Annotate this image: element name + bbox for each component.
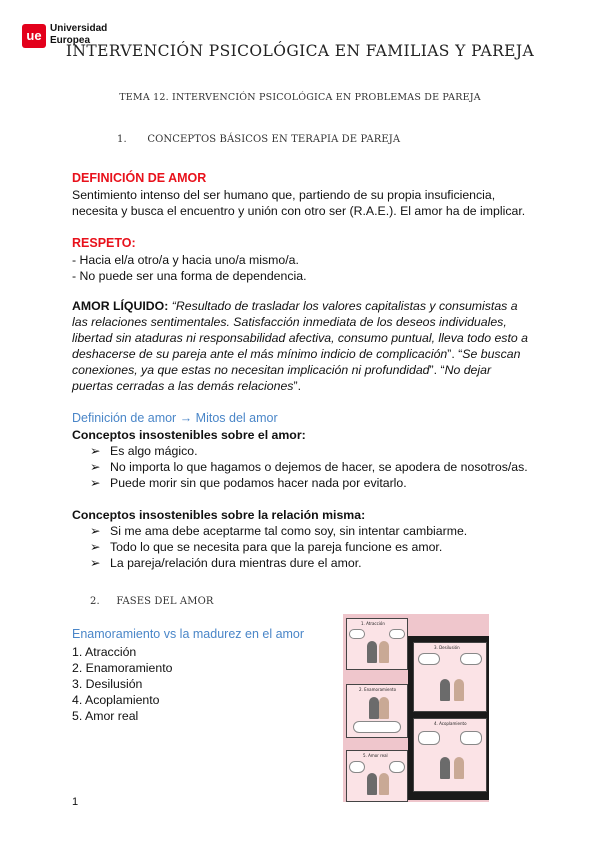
- section-2-number: 2.: [90, 596, 100, 607]
- comic-panel-2: [346, 684, 408, 738]
- speech-bubble: [349, 761, 365, 773]
- list-item: ➢ Todo lo que se necesita para que la pareja funcione es amor.: [90, 540, 443, 554]
- amor-liquido-line-4b: ”. “: [447, 347, 463, 361]
- section-2-title: FASES DEL AMOR: [116, 596, 214, 607]
- list-item: ➢ No importa lo que hagamos o dejemos de hacer, se apodera de nosotros/as.: [90, 460, 528, 474]
- arrow-bullet-icon: ➢: [90, 444, 101, 458]
- definicion-heading: DEFINICIÓN DE AMOR: [72, 171, 207, 185]
- comic-panel-4: [413, 718, 487, 792]
- figure: [440, 757, 450, 779]
- mitos-link[interactable]: Definición de amor → Mitos del amor: [72, 411, 278, 425]
- list-item: 1. Atracción: [72, 645, 137, 659]
- list-item: ➢ La pareja/relación dura mientras dure el amor.: [90, 556, 362, 570]
- definicion-line-1: Sentimiento intenso del ser humano que, partiendo de su propia insuficiencia,: [72, 188, 496, 202]
- list-item: ➢ Es algo mágico.: [90, 444, 198, 458]
- definicion-line-2: necesita y busca el encuentro y unión con otro ser (R.A.E.). El amor ha de implicar.: [72, 204, 526, 218]
- mitos-list-2: [90, 523, 550, 571]
- fases-link[interactable]: Enamoramiento vs la madurez en el amor: [72, 627, 305, 641]
- amor-liquido-line-5b: ”. “: [429, 363, 445, 377]
- figure: [454, 679, 464, 701]
- figure: [454, 757, 464, 779]
- speech-bubble: [353, 721, 401, 733]
- definicion-text: [72, 187, 542, 219]
- figure: [379, 773, 389, 795]
- list-item: 2. Enamoramiento: [72, 661, 173, 675]
- section-1-number: 1.: [117, 134, 127, 145]
- amor-liquido-label: AMOR LÍQUIDO:: [72, 299, 169, 313]
- respeto-item: - No puede ser una forma de dependencia.: [72, 269, 307, 283]
- list-item: ➢ Puede morir sin que podamos hacer nada por evitarlo.: [90, 476, 407, 490]
- mitos-list-1: [90, 443, 550, 491]
- arrow-bullet-icon: ➢: [90, 524, 101, 538]
- amor-liquido-line-4a: deshacerse de su pareja ante el más mínimo indicio de complicación: [72, 347, 448, 361]
- amor-liquido-line-5a: conexiones, ya que estas no necesitan implicación ni profundidad: [72, 363, 430, 377]
- figure: [367, 641, 377, 663]
- comic-caption: 2. Enamoramiento: [359, 687, 397, 692]
- document-subtitle: TEMA 12. INTERVENCIÓN PSICOLÓGICA EN PROBLEMAS DE PAREJA: [119, 92, 481, 103]
- amor-liquido-line-4c: Se buscan: [462, 347, 521, 361]
- respeto-heading: RESPETO:: [72, 236, 136, 250]
- comic-panel-5: [346, 750, 408, 802]
- figure: [440, 679, 450, 701]
- comic-caption: 3. Desilusión: [434, 645, 460, 650]
- logo-line-1: Universidad: [50, 23, 108, 34]
- figure: [367, 773, 377, 795]
- respeto-item: - Hacia el/a otro/a y hacia uno/a mismo/a.: [72, 253, 299, 267]
- speech-bubble: [460, 653, 482, 665]
- arrow-bullet-icon: ➢: [90, 556, 101, 570]
- document-title: INTERVENCIÓN PSICOLÓGICA EN FAMILIAS Y PAREJA: [65, 42, 535, 60]
- amor-liquido-line-2: las relaciones sentimentales. Satisfacción inmediata de los deseos individuales,: [72, 315, 507, 329]
- comic-caption: 5. Amor real: [363, 753, 388, 758]
- mitos-heading-2: Conceptos insostenibles sobre la relación misma:: [72, 508, 366, 522]
- amor-liquido-paragraph: [72, 298, 542, 394]
- figure: [369, 697, 379, 719]
- logo-line-2: Europea: [50, 35, 91, 46]
- amor-liquido-line-5c: No dejar: [444, 363, 492, 377]
- speech-bubble: [389, 761, 405, 773]
- list-item: 4. Acoplamiento: [72, 693, 160, 707]
- speech-bubble: [418, 653, 440, 665]
- comic-panel-3: [413, 642, 487, 712]
- love-phases-comic: [343, 614, 489, 802]
- section-1-title: CONCEPTOS BÁSICOS EN TERAPIA DE PAREJA: [147, 134, 401, 145]
- arrow-bullet-icon: ➢: [90, 460, 101, 474]
- amor-liquido-line-6b: ”.: [293, 379, 301, 393]
- arrow-bullet-icon: ➢: [90, 476, 101, 490]
- speech-bubble: [389, 629, 405, 639]
- list-item: 3. Desilusión: [72, 677, 143, 691]
- amor-liquido-line-1: “Resultado de trasladar los valores capitalistas y consumistas a: [171, 299, 518, 313]
- comic-panel-1: [346, 618, 408, 670]
- section-1-heading: [117, 134, 400, 145]
- speech-bubble: [349, 629, 365, 639]
- logo-mark: ue: [22, 24, 46, 48]
- fases-list: [72, 644, 172, 724]
- comic-caption: 4. Acoplamiento: [434, 721, 467, 726]
- list-item: ➢ Si me ama debe aceptarme tal como soy, sin intentar cambiarme.: [90, 524, 468, 538]
- figure: [379, 641, 389, 663]
- section-2-heading: [90, 596, 214, 607]
- mitos-heading-1: Conceptos insostenibles sobre el amor:: [72, 428, 306, 442]
- list-item: 5. Amor real: [72, 709, 139, 723]
- speech-bubble: [418, 731, 440, 745]
- speech-bubble: [460, 731, 482, 745]
- amor-liquido-line-3: libertad sin ataduras ni responsabilidad afectiva, consumo puntual, lleva todo esto a: [72, 331, 528, 345]
- page-number: 1: [72, 796, 79, 808]
- comic-caption: 1. Atracción: [361, 621, 385, 626]
- respeto-list: [72, 252, 306, 284]
- figure: [379, 697, 389, 719]
- amor-liquido-line-6a: puertas cerradas a las demás relaciones: [72, 379, 294, 393]
- arrow-bullet-icon: ➢: [90, 540, 101, 554]
